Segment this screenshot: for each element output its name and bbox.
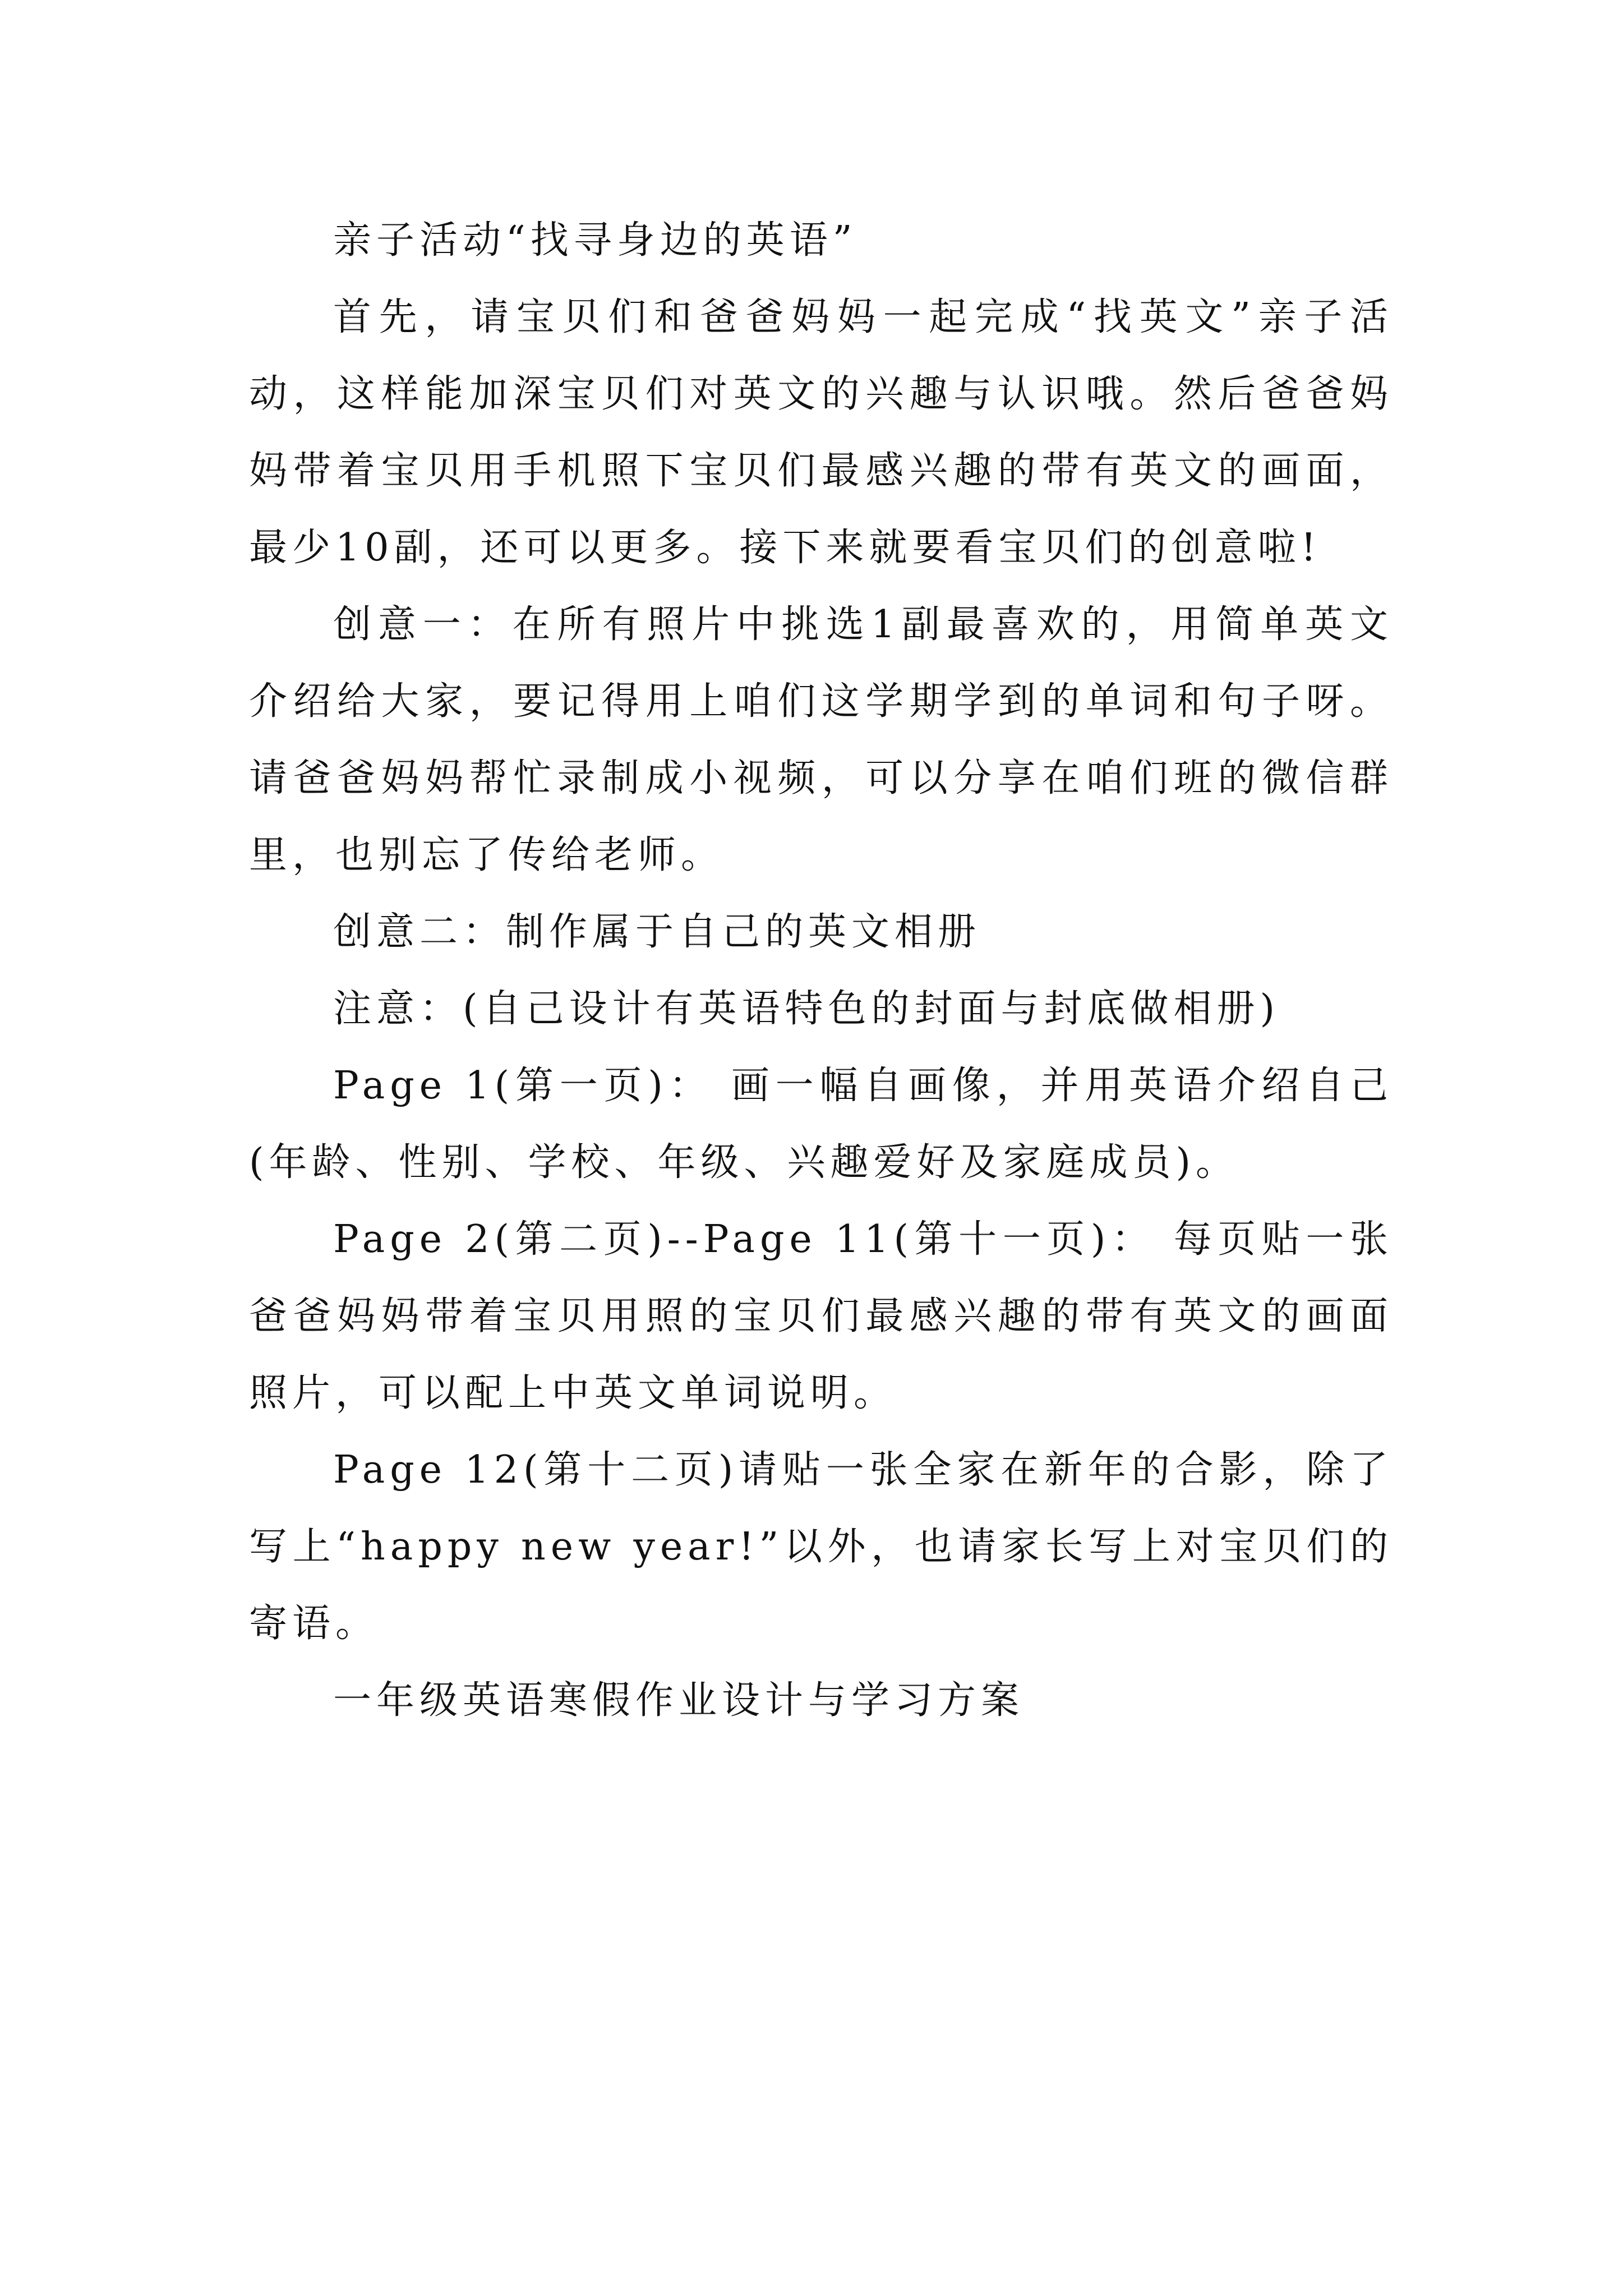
paragraph-page-1: Page 1(第一页)： 画一幅自画像，并用英语介绍自己(年龄、性别、学校、年级、兴趣爱好及家庭成员)。 [249, 1064, 1393, 1185]
document-body [249, 202, 1393, 1739]
paragraph-page-12: Page 12(第十二页)请贴一张全家在新年的合影，除了写上“happy new year!”以外，也请家长写上对宝贝们的寄语。 [249, 1448, 1393, 1646]
paragraph-pages-2-11: Page 2(第二页)--Page 11(第十一页)： 每页贴一张爸爸妈妈带着宝贝用照的宝贝们最感兴趣的带有英文的画面照片，可以配上中英文单词说明。 [249, 1217, 1393, 1415]
paragraph-idea-two: 创意二：制作属于自己的英文相册 [333, 910, 981, 954]
paragraph-intro: 首先，请宝贝们和爸爸妈妈一起完成“找英文”亲子活动，这样能加深宝贝们对英文的兴趣与认识哦。然后爸爸妈妈带着宝贝用手机照下宝贝们最感兴趣的带有英文的画面，最少10副，还可以更多。接下来就要看宝贝们的创意啦! [249, 295, 1393, 570]
section-heading-parent-child-activity: 亲子活动“找寻身边的英语” [333, 218, 857, 263]
section-heading-winter-homework: 一年级英语寒假作业设计与学习方案 [333, 1678, 1025, 1723]
paragraph-idea-one: 创意一：在所有照片中挑选1副最喜欢的，用简单英文介绍给大家，要记得用上咱们这学期学到的单词和句子呀。请爸爸妈妈帮忙录制成小视频，可以分享在咱们班的微信群里，也别忘了传给老师。 [249, 602, 1393, 877]
paragraph-note: 注意：(自己设计有英语特色的封面与封底做相册) [333, 987, 1280, 1031]
